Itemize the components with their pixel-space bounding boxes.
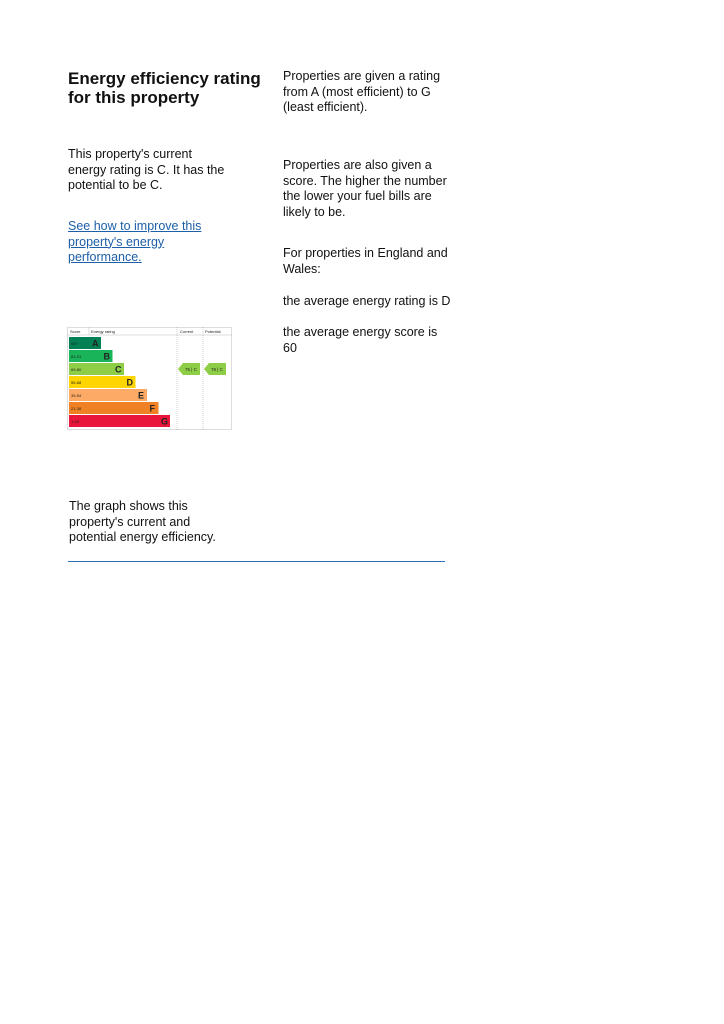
- band-score-d: 55-68: [71, 380, 82, 385]
- page-title: Energy efficiency rating for this property: [68, 69, 261, 107]
- score-info-text: Properties are also given a score. The higher the number the lower your fuel bills are likely to be.: [283, 158, 447, 219]
- header-energy-rating: Energy rating: [91, 329, 115, 334]
- current-rating-text: This property's current energy rating is C. It has the potential to be C.: [68, 147, 225, 192]
- potential-rating-value: 78 | C: [211, 367, 223, 372]
- rating-info-text: Properties are given a rating from A (most efficient) to G (least efficient).: [283, 69, 441, 114]
- average-rating-text: the average energy rating is D: [283, 294, 451, 308]
- band-letter-b: B: [103, 351, 110, 362]
- band-bar-g: [69, 415, 170, 427]
- section-divider: [68, 561, 445, 562]
- band-score-c: 69-80: [71, 367, 82, 372]
- graph-caption: The graph shows this property's current and potential energy efficiency.: [69, 499, 216, 544]
- epc-rating-chart: [67, 327, 232, 430]
- epc-chart-svg: [67, 327, 232, 430]
- band-score-f: 21-38: [71, 406, 82, 411]
- header-potential: Potential: [205, 329, 221, 334]
- band-score-g: 1-20: [71, 419, 80, 424]
- band-score-a: 92+: [71, 341, 78, 346]
- average-score-text: the average energy score is 60: [283, 325, 438, 355]
- band-letter-f: F: [149, 403, 155, 414]
- band-letter-g: G: [161, 416, 169, 427]
- england-wales-heading: For properties in England and Wales:: [283, 246, 448, 276]
- band-letter-a: A: [92, 338, 99, 349]
- band-score-e: 39-54: [71, 393, 82, 398]
- header-current: Current: [180, 329, 194, 334]
- band-letter-e: E: [138, 390, 145, 401]
- band-score-b: 81-91: [71, 354, 82, 359]
- current-rating-value: 75 | C: [185, 367, 197, 372]
- band-letter-d: D: [126, 377, 133, 388]
- band-letter-c: C: [115, 364, 122, 375]
- improve-performance-link[interactable]: See how to improve this property's energy performance.: [68, 219, 202, 264]
- band-bar-f: [69, 402, 159, 414]
- header-score: Score: [70, 329, 81, 334]
